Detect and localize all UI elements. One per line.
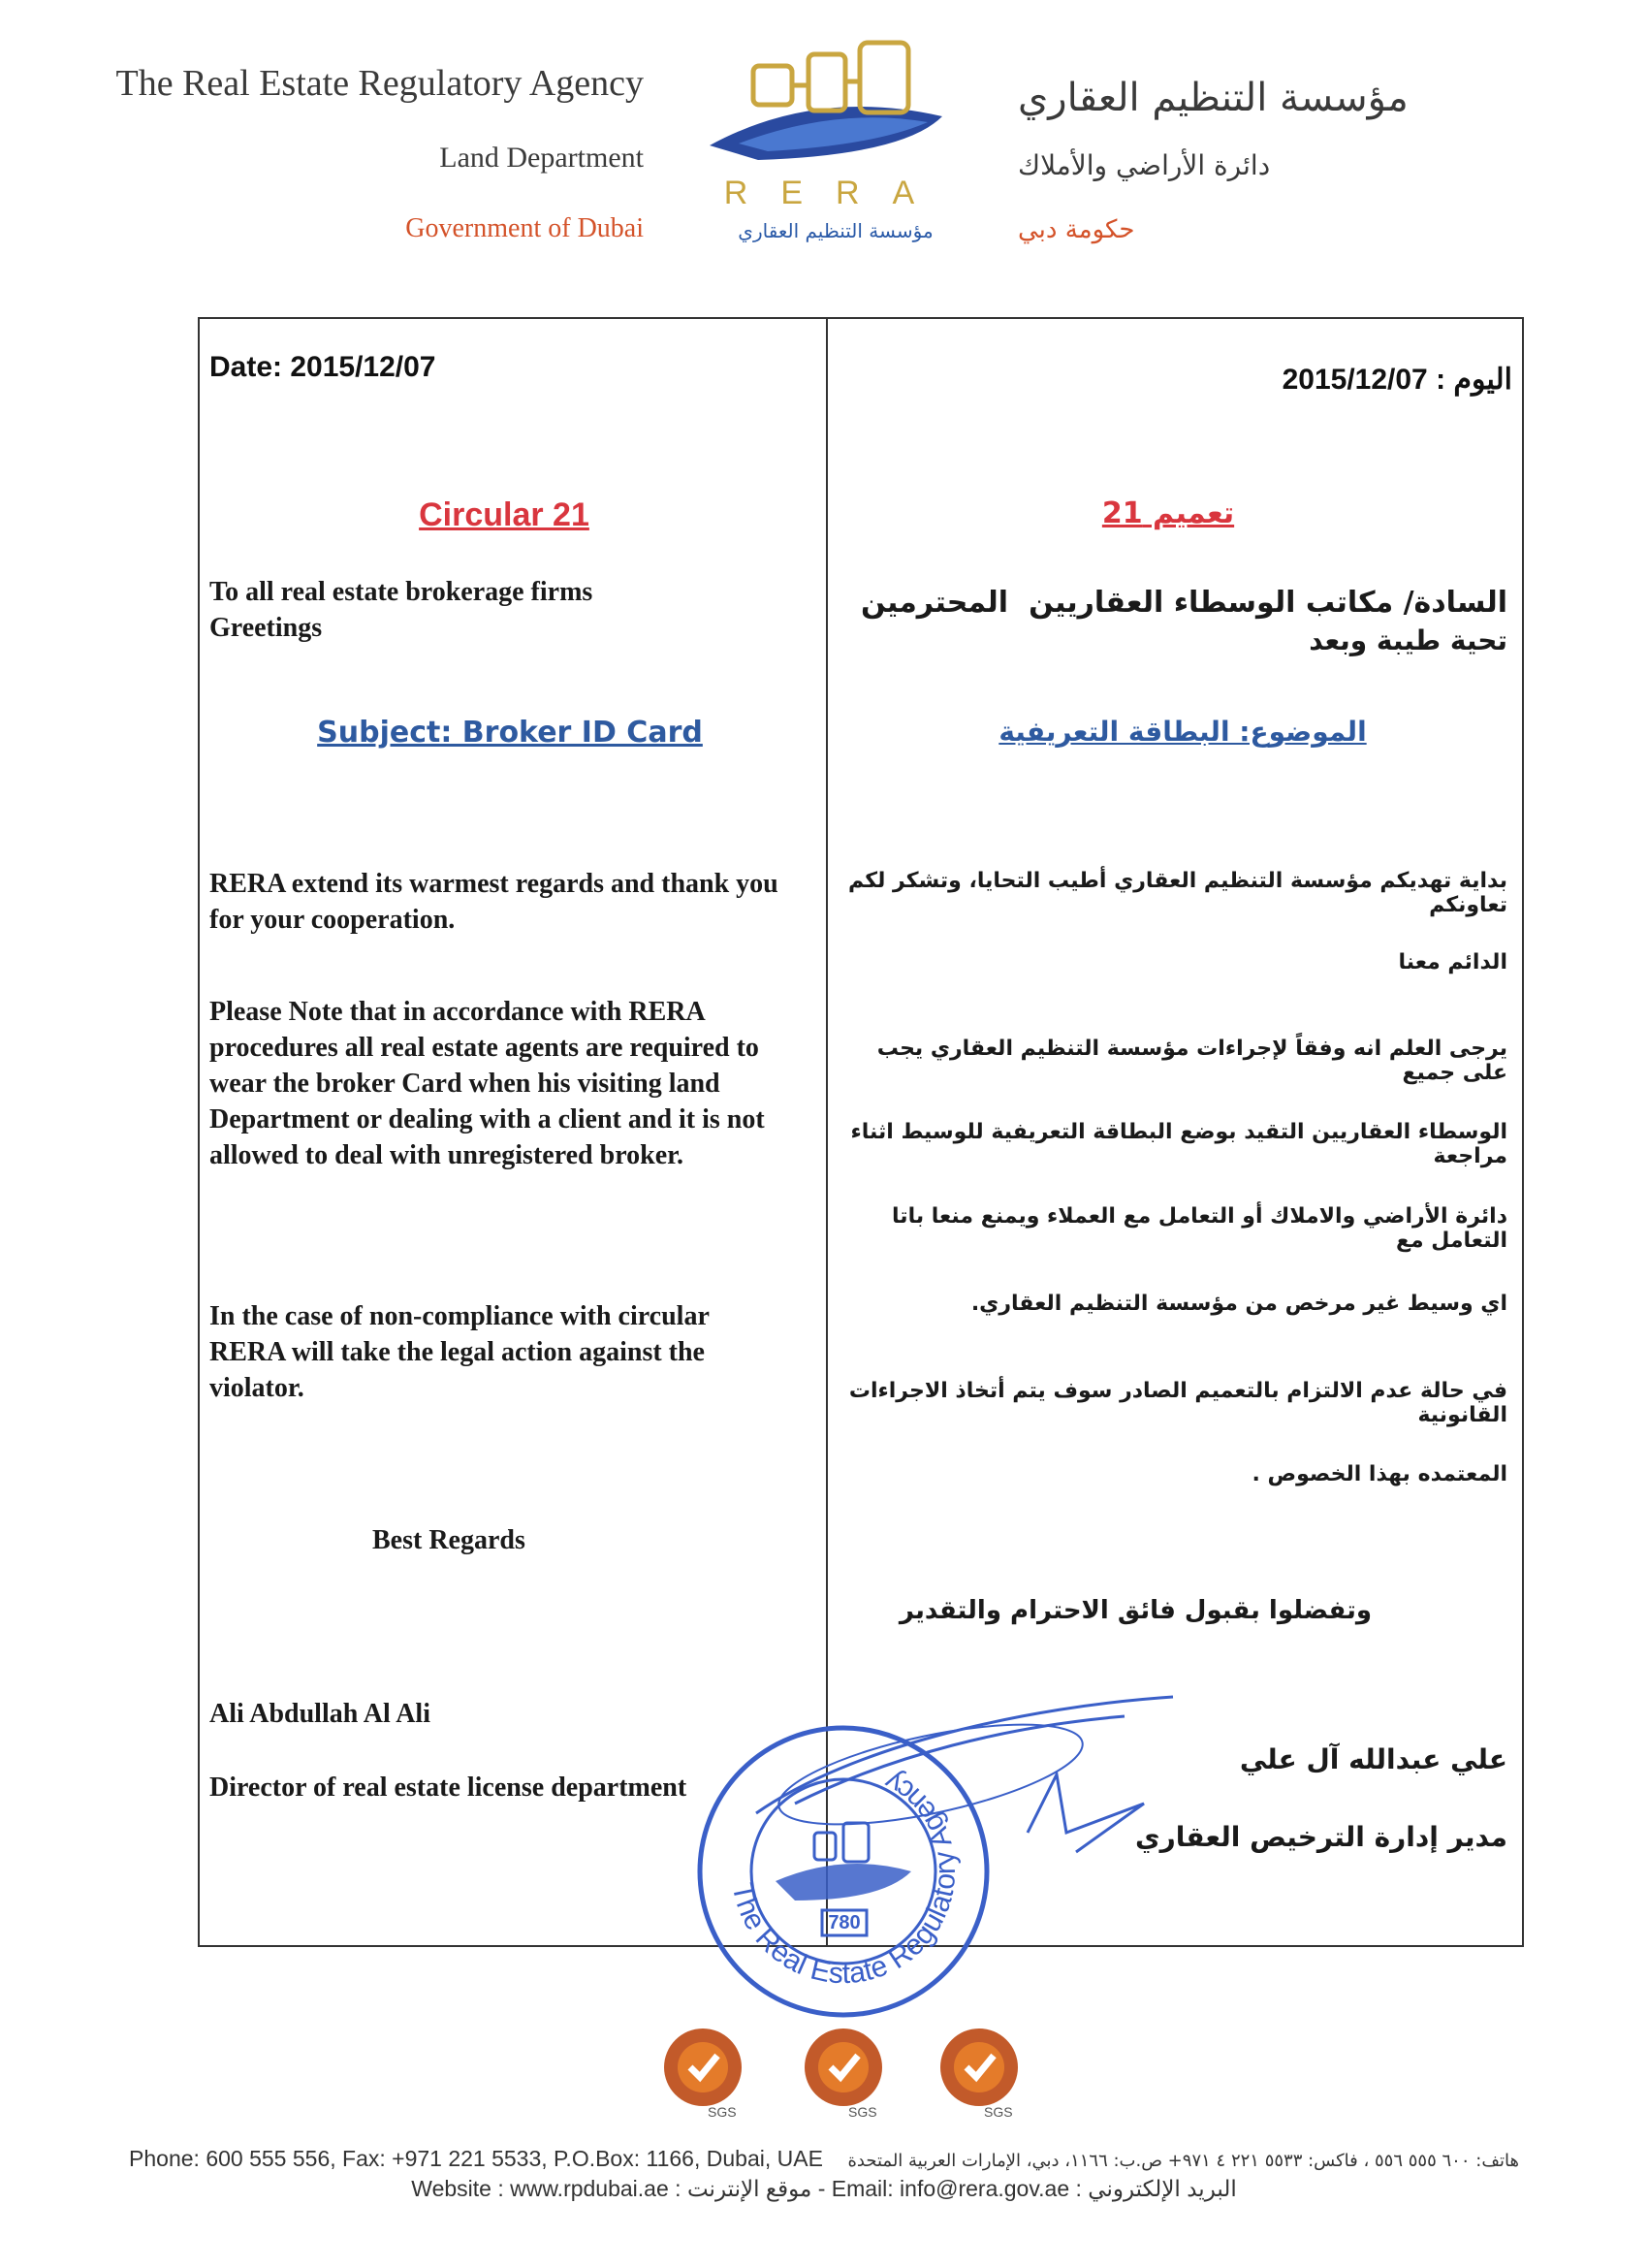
- government-name-en: Government of Dubai: [405, 213, 644, 243]
- paragraph-3-en: In the case of non-compliance with circular RERA will take the legal action against the violator.: [209, 1301, 710, 1403]
- date-ar: اليوم : 2015/12/07: [1282, 364, 1512, 396]
- paragraph-3-line-2-ar: المعتمده بهذا الخصوص .: [1252, 1462, 1507, 1486]
- government-name-ar: حكومة دبي: [1018, 215, 1135, 244]
- certification-badge-1: [650, 2019, 756, 2125]
- certification-badge-2: [790, 2019, 897, 2125]
- signatory-name-ar: علي عبدالله آل علي: [1239, 1743, 1507, 1775]
- svg-text:The Real Estate Regulatory Age: The Real Estate Regulatory Agency: [725, 1765, 963, 1991]
- rera-logo-icon: [700, 29, 971, 175]
- paragraph-2-line-3-ar: دائرة الأراضي والاملاك أو التعامل مع العملاء ويمنع منعا باتا التعامل مع: [892, 1204, 1507, 1253]
- footer-website: Website : www.rpdubai.ae : موقع الإنترنت - Email: info@rera.gov.ae : البريد الإلكتروني: [411, 2176, 1237, 2201]
- department-name-ar: دائرة الأراضي والأملاك: [1018, 149, 1271, 181]
- check-icon: [650, 2019, 756, 2125]
- signatory-title-ar: مدير إدارة الترخيص العقاري: [1134, 1821, 1507, 1853]
- certification-label-3: SGS: [984, 2104, 1013, 2120]
- paragraph-1-line-2-ar: الدائم معنا: [1398, 950, 1507, 974]
- footer-contact-ar: هاتف: ٦٠٠ ٥٥٥ ٥٥٦ ، فاكس: ٥٥٣٣ ٢٢١ ٤ ٩٧١+ ص.ب: ١١٦٦، دبي، الإمارات العربية المتحدة: [847, 2151, 1519, 2171]
- rera-logo: [700, 29, 971, 252]
- signatory-name-en: Ali Abdullah Al Ali: [209, 1699, 430, 1729]
- date-en: Date: 2015/12/07: [209, 351, 436, 383]
- paragraph-2-line-4-ar: اي وسيط غير مرخص من مؤسسة التنظيم العقاري.: [970, 1292, 1507, 1316]
- certification-badge-3: [926, 2019, 1032, 2125]
- agency-name-en: The Real Estate Regulatory Agency: [115, 63, 644, 104]
- check-icon: [790, 2019, 897, 2125]
- paragraph-2-line-1-ar: يرجى العلم انه وفقاً لإجراءات مؤسسة التنظيم العقاري يجب على جميع: [876, 1037, 1507, 1085]
- addressee-en: To all real estate brokerage firms: [209, 577, 593, 607]
- circular-title-en: Circular 21: [419, 496, 589, 533]
- paragraph-2-en: Please Note that in accordance with RERA procedures all real estate agents are required to wear the broker Card when his visiting land Department or dealing with a client and it is not allowed to deal with unregistered broker.: [209, 997, 765, 1170]
- paragraph-1-en: RERA extend its warmest regards and thank you for your cooperation.: [209, 869, 778, 935]
- signatory-title-en: Director of real estate license department: [209, 1773, 687, 1803]
- paragraph-3-line-1-ar: في حالة عدم الالتزام بالتعميم الصادر سوف يتم أتخاذ الاجراءات القانونية: [848, 1379, 1507, 1427]
- footer-contact: [0, 2146, 1648, 2172]
- closing-ar: وتفضلوا بقبول فائق الاحترام والتقدير: [899, 1596, 1372, 1625]
- check-icon: [926, 2019, 1032, 2125]
- subject-ar: الموضوع: البطاقة التعريفية: [998, 716, 1367, 748]
- certification-label-2: SGS: [848, 2104, 877, 2120]
- honorific-ar: المحترمين: [860, 586, 1008, 620]
- logo-letters: RERA: [723, 175, 948, 211]
- department-name-en: Land Department: [439, 142, 644, 174]
- stamp-seal-icon: [688, 1716, 998, 2027]
- subject-en: Subject: Broker ID Card: [317, 716, 703, 750]
- paragraph-1-line-1-ar: بداية تهديكم مؤسسة التنظيم العقاري أطيب التحايا، وتشكر لكم تعاونكم: [848, 869, 1507, 917]
- addressee-ar: السادة/ مكاتب الوسطاء العقاريين: [1029, 586, 1507, 620]
- certification-label-1: SGS: [708, 2104, 737, 2120]
- footer-contact-en: Phone: 600 555 556, Fax: +971 221 5533, P.O.Box: 1166, Dubai, UAE: [129, 2146, 823, 2171]
- stamp-number: 780: [828, 1912, 861, 1933]
- greeting-en: Greetings: [209, 613, 323, 643]
- official-stamp: [688, 1716, 998, 2027]
- agency-name-ar: مؤسسة التنظيم العقاري: [1018, 76, 1409, 120]
- closing-en: Best Regards: [372, 1525, 525, 1555]
- paragraph-2-line-2-ar: الوسطاء العقاريين التقيد بوضع البطاقة التعريفية للوسيط اثناء مراجعة: [850, 1120, 1507, 1168]
- logo-arabic-name: مؤسسة التنظيم العقاري: [738, 219, 934, 242]
- circular-title-ar: تعميم 21: [1101, 496, 1235, 530]
- greeting-ar: تحية طيبة وبعد: [1309, 624, 1507, 656]
